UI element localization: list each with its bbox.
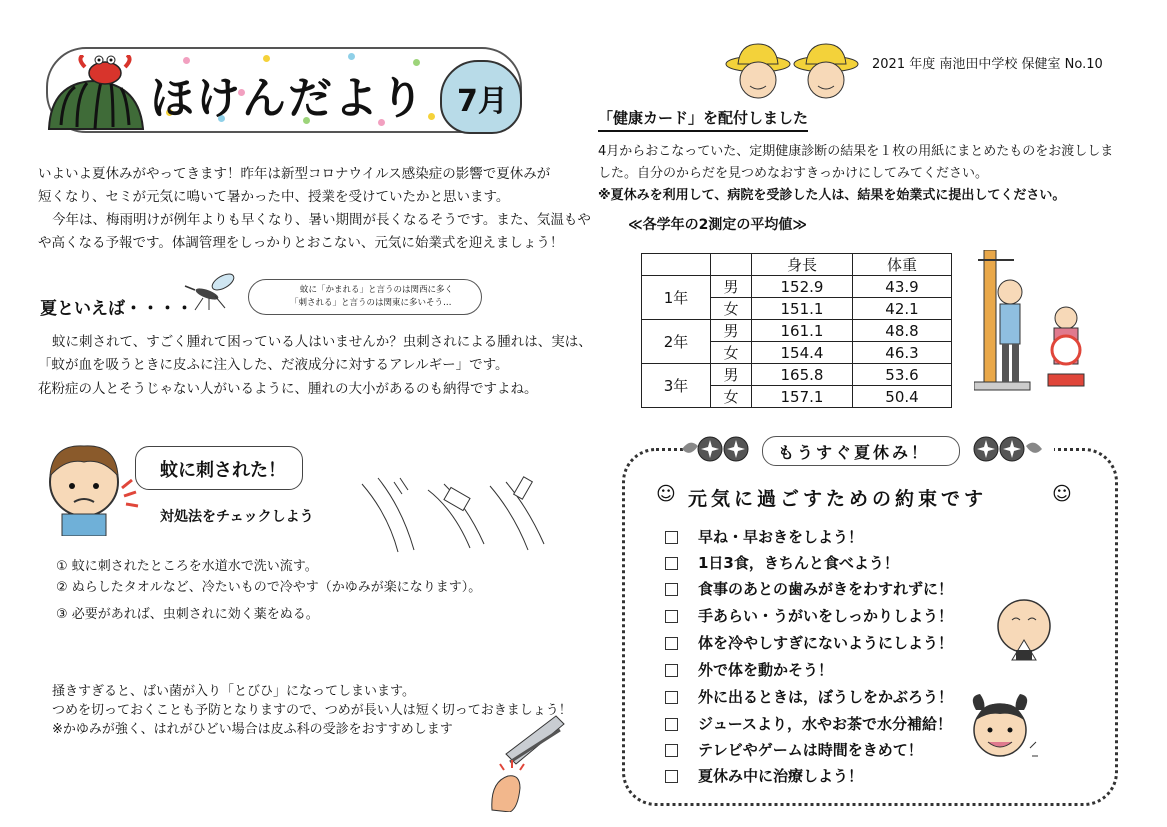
promise-item-label: 体を冷やしすぎにないようにしよう！: [698, 634, 954, 652]
promise-item-label: 早ね・早おきをしよう！: [698, 528, 864, 546]
issue-info: 2021 年度 南池田中学校 保健室 No.10: [872, 57, 1103, 72]
checkbox-icon[interactable]: [665, 691, 678, 704]
smile-icon-right: ☺: [1052, 483, 1072, 505]
header-weight: 体重: [853, 254, 952, 276]
summer-line-1: 蚊に刺されて、すごく腫れて困っている人はいませんか？虫刺されによる腫れは、実は、: [52, 334, 592, 350]
table-row: [642, 320, 952, 342]
dialect-note-line-2: 「刺される」と言うのは関東に多いそう…: [290, 298, 452, 308]
smile-icon-left: ☺: [656, 483, 676, 505]
promise-heading: 元気に過ごすための約束です: [688, 488, 988, 510]
height-cell: 157.1: [752, 386, 853, 408]
sex-cell: 男: [711, 364, 752, 386]
note-line-2: つめを切っておくことも予防となりますので、つめが長い人は短く切っておきましょう！: [52, 703, 572, 718]
promise-item[interactable]: [665, 739, 923, 760]
health-card-heading: 「健康カード」を配付しました: [598, 107, 808, 132]
table-header-row: [642, 254, 952, 276]
step-3: ③ 必要があれば、虫刺されに効く薬をぬる。: [56, 607, 319, 622]
table-row: [642, 364, 952, 386]
height-cell: 154.4: [752, 342, 853, 364]
height-cell: 165.8: [752, 364, 853, 386]
mosquito-icon: [183, 268, 243, 312]
promise-item-label: 外で体を動かそう！: [698, 661, 834, 679]
sex-cell: 女: [711, 386, 752, 408]
promise-item-label: 食事のあとの歯みがきをわすれずに！: [698, 580, 954, 598]
sex-cell: 女: [711, 298, 752, 320]
header-cell-empty: [711, 254, 752, 276]
weight-cell: 46.3: [853, 342, 952, 364]
promise-item[interactable]: [665, 552, 899, 573]
step-2: ② ぬらしたタオルなど、冷たいもので冷やす（かゆみが楽になります）。: [56, 580, 482, 595]
note-line-3: ※かゆみが強く、はれがひどい場合は皮ふ科の受診をおすすめします: [52, 722, 453, 737]
checkbox-icon[interactable]: [665, 744, 678, 757]
summer-heading: 夏といえば・・・・: [40, 299, 193, 319]
height-cell: 151.1: [752, 298, 853, 320]
checkbox-icon[interactable]: [665, 770, 678, 783]
height-weight-measuring-illustration: [974, 250, 1092, 392]
weight-cell: 50.4: [853, 386, 952, 408]
child-eating-rice-ball-illustration: [996, 596, 1054, 666]
treatment-steps-illustration: [358, 474, 554, 554]
promise-item-label: 1日3食，きちんと食べよう！: [698, 554, 899, 572]
checkbox-icon[interactable]: [665, 557, 678, 570]
checkbox-icon[interactable]: [665, 583, 678, 596]
nail-clipper-illustration: [486, 712, 568, 812]
promise-item-label: 外に出るときは，ぼうしをかぶろう！: [698, 688, 954, 706]
promise-item-label: 夏休み中に治療しよう！: [698, 767, 864, 785]
girl-smiling-illustration: [962, 690, 1038, 770]
checkbox-icon[interactable]: [665, 531, 678, 544]
morning-glory-icon: [680, 432, 760, 466]
weight-cell: 48.8: [853, 320, 952, 342]
checkbox-icon[interactable]: [665, 718, 678, 731]
watermelon-crab-illustration: [47, 55, 147, 131]
children-hats-illustration: [722, 40, 862, 102]
bite-subheading: 対処法をチェックしよう: [160, 509, 314, 525]
header-cell-empty: [642, 254, 711, 276]
promise-item[interactable]: [665, 659, 833, 680]
health-card-note: ※夏休みを利用して、病院を受診した人は、結果を始業式に提出してください。: [598, 188, 1066, 203]
header-height: 身長: [752, 254, 853, 276]
weight-cell: 53.6: [853, 364, 952, 386]
newsletter-title: ほけんだより: [150, 73, 426, 124]
height-cell: 152.9: [752, 276, 853, 298]
intro-line-4: や高くなる予報です。体調管理をしっかりとおこない、元気に始業式を迎えましょう！: [38, 235, 564, 251]
ribbon-text: もうすぐ夏休み！: [778, 443, 931, 462]
step-1: ① 蚊に刺されたところを水道水で洗い流す。: [56, 559, 318, 574]
speech-text: 蚊に刺された！: [160, 460, 286, 481]
sex-cell: 男: [711, 320, 752, 342]
promise-item[interactable]: [665, 578, 953, 599]
promise-item[interactable]: [665, 686, 953, 707]
height-cell: 161.1: [752, 320, 853, 342]
weight-cell: 43.9: [853, 276, 952, 298]
sex-cell: 男: [711, 276, 752, 298]
note-line-1: 掻きすぎると、ばい菌が入り「とびひ」になってしまいます。: [52, 684, 415, 699]
checkbox-icon[interactable]: [665, 637, 678, 650]
dialect-note-line-1: 蚊に「かまれる」と言うのは関西に多く: [300, 285, 454, 295]
health-card-line-2: した。自分のからだを見つめなおすきっかけにしてみてください。: [598, 166, 989, 181]
promise-item[interactable]: [665, 765, 863, 786]
intro-line-3: 今年は、梅雨明けが例年よりも早くなり、暑い期間が長くなるそうです。また、気温もや: [52, 212, 591, 228]
summer-line-3: 花粉症の人とそうじゃない人がいるように、腫れの大小があるのも納得ですよね。: [38, 381, 538, 397]
grade-cell: 2年: [642, 320, 711, 364]
weight-cell: 42.1: [853, 298, 952, 320]
itchy-boy-illustration: [42, 436, 142, 536]
morning-glory-icon: [964, 432, 1044, 466]
intro-line-2: 短くなり、セミが元気に鳴いて暑かった中、授業を受けていたかと思います。: [38, 189, 510, 205]
summer-line-2: 「蚊が血を吸うときに皮ふに注入した、だ液成分に対するアレルギー」です。: [38, 357, 509, 373]
promise-item[interactable]: [665, 605, 953, 626]
promise-item-label: 手あらい・うがいをしっかりしよう！: [698, 607, 954, 625]
intro-line-1: いよいよ夏休みがやってきます！昨年は新型コロナウイルス感染症の影響で夏休みが: [38, 166, 551, 182]
table-title: ≪各学年の2測定の平均値≫: [628, 217, 808, 233]
month-label: 7月: [457, 84, 508, 119]
grade-cell: 1年: [642, 276, 711, 320]
measurement-table: [641, 253, 952, 408]
grade-cell: 3年: [642, 364, 711, 408]
promise-item-label: テレビやゲームは時間をきめて！: [698, 741, 923, 759]
table-row: [642, 276, 952, 298]
promise-item[interactable]: [665, 632, 953, 653]
checkbox-icon[interactable]: [665, 610, 678, 623]
checkbox-icon[interactable]: [665, 664, 678, 677]
sex-cell: 女: [711, 342, 752, 364]
health-card-line-1: 4月からおこなっていた、定期健康診断の結果を１枚の用紙にまとめたものをお渡ししま: [598, 144, 1114, 159]
promise-item-label: ジュースより，水やお茶で水分補給！: [698, 715, 952, 733]
promise-item[interactable]: [665, 526, 863, 547]
promise-item[interactable]: [665, 713, 952, 734]
